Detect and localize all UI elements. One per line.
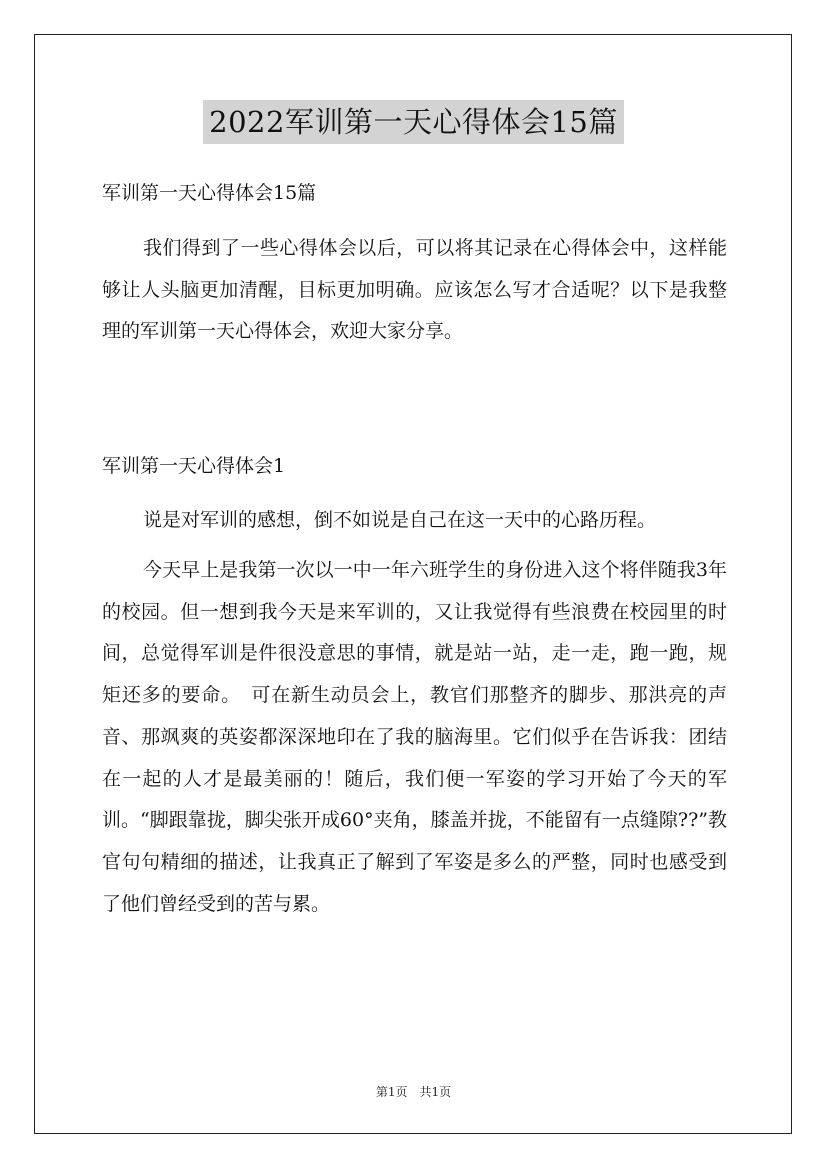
page-number-footer: 第1页 共1页 [375,1085,452,1099]
document-subtitle: 军训第一天心得体会15篇 [102,182,317,204]
document-title-wrap [0,100,827,144]
body-paragraph-2: 今天早上是我第一次以一中一年六班学生的身份进入这个将伴随我3年的校园。但一想到我今天是来军训的，又让我觉得有些浪费在校园里的时间，总觉得军训是件很没意思的事情，就是站一站，走一走，跑一跑，规矩还多的要命。 可在新生动员会上，教官们那整齐的脚步、那洪亮的声音、那飒爽的英姿都深深地印在了我的脑海里。它们似乎在告诉我：团结在一起的人才是最美丽的！随后，我们便一军姿的学习开始了今天的军训。“脚跟靠拢，脚尖张开成60°夹角，膝盖并拢，不能留有一点缝隙??”教官句句精细的描述，让我真正了解到了军姿是多么的严整，同时也感受到了他们曾经受到的苦与累。 [102,559,727,915]
document-title: 2022军训第一天心得体会15篇 [203,100,624,144]
section-title: 军训第一天心得体会1 [102,455,286,477]
intro-paragraph: 我们得到了一些心得体会以后，可以将其记录在心得体会中，这样能够让人头脑更加清醒，目标更加明确。应该怎么写才合适呢？以下是我整理的军训第一天心得体会，欢迎大家分享。 [102,237,727,343]
body-paragraph-1: 说是对军训的感想，倒不如说是自己在这一天中的心路历程。 [143,509,657,531]
